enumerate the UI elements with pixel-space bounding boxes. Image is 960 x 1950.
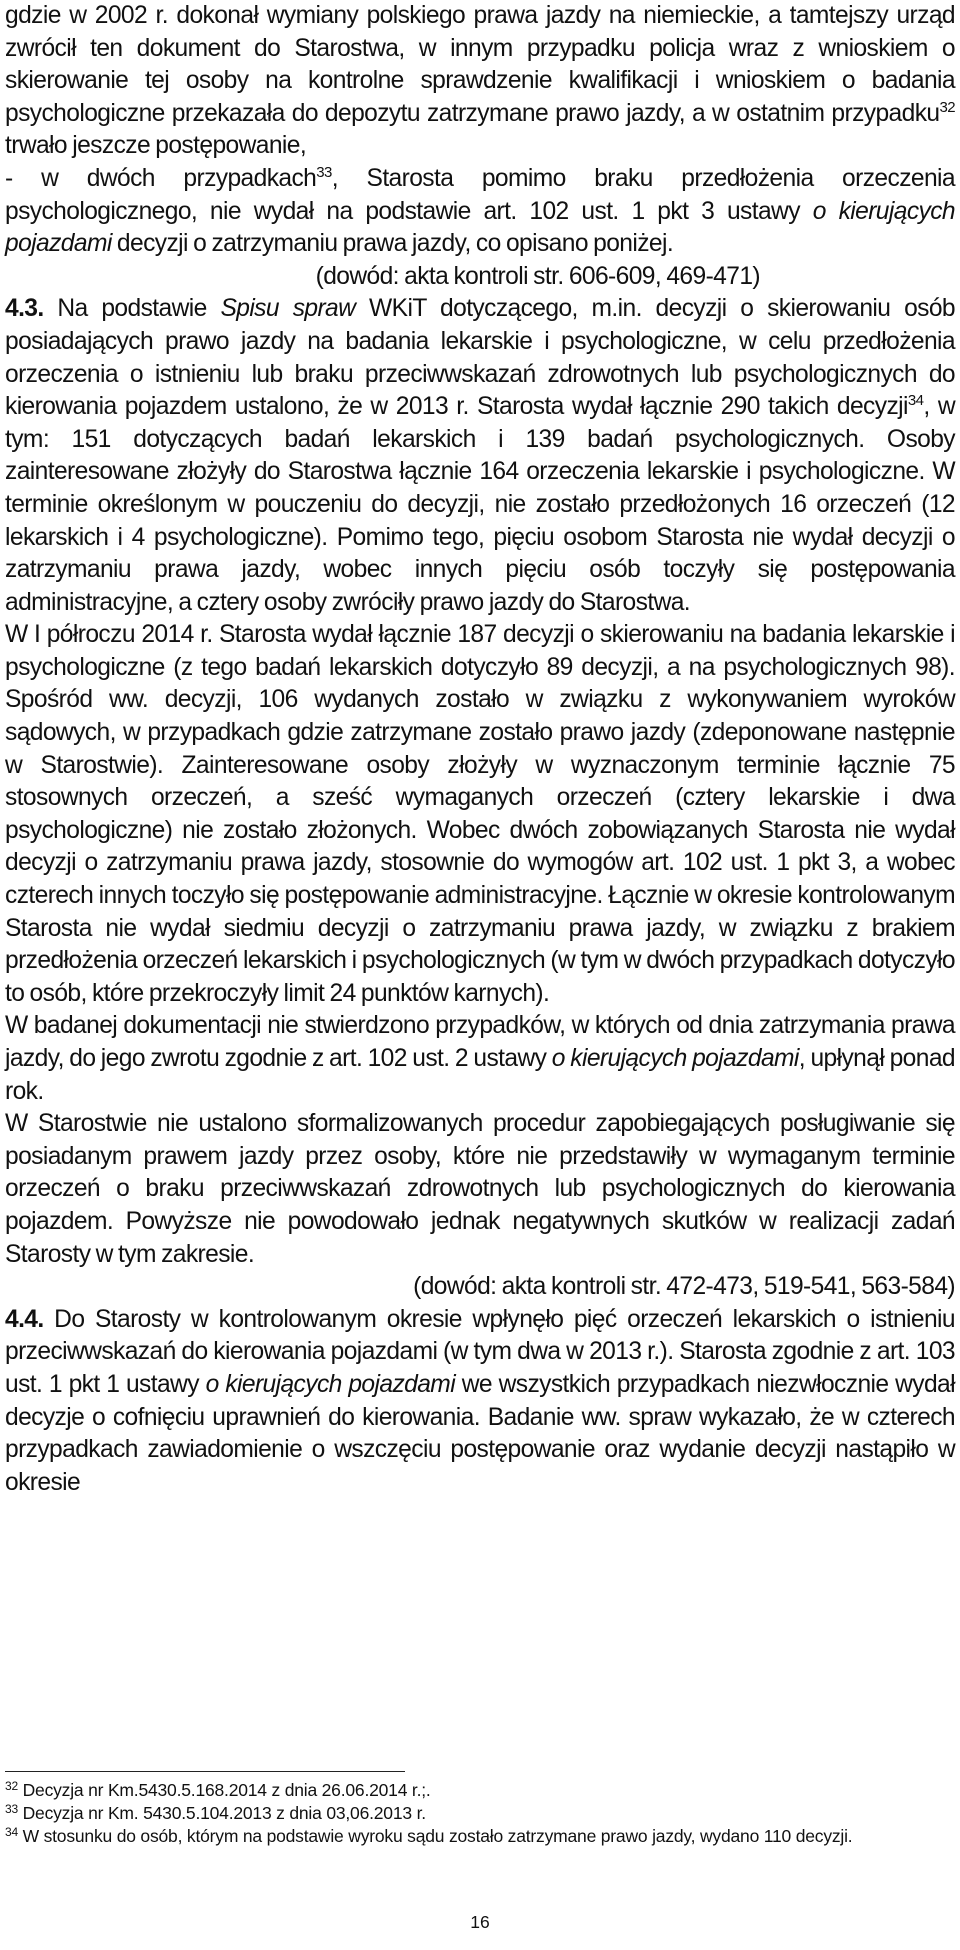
paragraph: [5, 1304, 955, 1500]
footnote: [5, 1802, 955, 1825]
footnote: [5, 1779, 955, 1802]
text-segment: , upłynął ponad rok.: [5, 1045, 955, 1105]
footnote-text: Decyzja nr Km.5430.5.168.2014 z dnia 26.06.2014 r.;.: [17, 1780, 431, 1800]
paragraph: [5, 619, 955, 1010]
body-text: [5, 0, 955, 1499]
text-segment: (dowód: akta kontroli str. 606-609, 469-471): [315, 262, 760, 290]
footnote-text: Decyzja nr Km. 5430.5.104.2013 z dnia 03,06.2013 r.: [17, 1802, 426, 1823]
footnote-ref: 32: [939, 98, 955, 116]
paragraph: [5, 1271, 955, 1304]
text-segment: (dowód: akta kontroli str. 472-473, 519-541, 563-584): [413, 1273, 955, 1301]
text-segment: Do Starosty w kontrolowanym okresie wpłynęło pięć orzeczeń lekarskich o istnieniu przeciwwskazań do kierowania pojazdami (w tym dwa w 2013 r.). Starosta zgodnie z art. 103 ust. 1 pkt 1 ustawy: [5, 1305, 955, 1398]
footnote-number: 33: [5, 1801, 18, 1816]
text-segment: gdzie w 2002 r. dokonał wymiany polskiego prawa jazdy na niemieckie, a tamtejszy urząd zwrócił ten dokument do Starostwa, w innym przypadku policja wraz z wnioskiem o skierowanie tej osoby na kontrolne sprawdzenie kwalifikacji i wnioskiem o badania psychologiczne przekazała do depozytu zatrzymane prawo jazdy, a w ostatnim przypadku: [5, 2, 955, 127]
text-segment: decyzji o zatrzymaniu prawa jazdy, co opisano poniżej.: [111, 230, 674, 258]
text-segment: W Starostwie nie ustalono sformalizowanych procedur zapobiegających posługiwanie się posiadanym prawem jazdy przez osoby, które nie przedstawiły w wymaganym terminie orzeczeń o braku przeciwwskazań zdrowotnych lub psychologicznych do kierowania pojazdem. Powyższe nie powodowało jednak negatywnych skutków w realizacji zadań Starosty w tym zakresie.: [5, 1110, 955, 1268]
text-segment: we wszystkich przypadkach niezwłocznie wydał decyzje o cofnięciu uprawnień do kierowania. Badanie ww. spraw wykazało, że w czterech przypadkach zawiadomienie o wszczęciu postępowanie oraz wydanie decyzji nastąpiło w okresie: [5, 1370, 955, 1496]
page-number: 16: [470, 1912, 490, 1932]
paragraph: [5, 293, 955, 619]
text-segment: Na podstawie: [43, 295, 221, 323]
paragraph: [5, 163, 955, 261]
footnote-ref: 34: [907, 392, 924, 410]
section-number: 4.3.: [5, 295, 44, 323]
italic-text: o kierujących pojazdami: [5, 197, 955, 258]
text-segment: W I półroczu 2014 r. Starosta wydał łącznie 187 decyzji o skierowaniu na badania lekarskie i psychologiczne (z tego badań lekarskich dotyczyło 89 decyzji, a na psychologicznych 98). Spośród ww. decyzji, 106 wydanych zostało w związku z wykonywaniem wyroków sądowych, w przypadkach gdzie zatrzymane zostało prawo jazdy (zdeponowane następnie w Starostwie). Zainteresowane osoby złożyły w wyznaczonym terminie łącznie 75 stosownych orzeczeń, a sześć wymaganych orzeczeń (cztery lekarskie i dwa psychologiczne) nie zostało złożonych. Wobec dwóch zobowiązanych Starosta nie wydał decyzji o zatrzymaniu prawa jazdy, stosownie do wymogów art. 102 ust. 1 pkt 3, a wobec czterech innych toczyło się postępowanie administracyjne. Łącznie w okresie kontrolowanym Starosta nie wydał siedmiu decyzji o zatrzymaniu prawa jazdy, w związku z brakiem przedłożenia orzeczeń lekarskich i psychologicznych (w tym w dwóch przypadkach dotyczyło to osób, które przekroczyły limit 24 punktów karnych).: [5, 621, 955, 1007]
paragraph: [5, 0, 955, 163]
text-segment: trwało jeszcze postępowanie,: [5, 132, 307, 160]
paragraph: [5, 261, 955, 294]
text-segment: , w tym: 151 dotyczących badań lekarskich i 139 badań psychologicznych. Osoby zainteresowane złożyły do Starostwa łącznie 164 orzeczenia lekarskie i psychologiczne. W terminie określonym w pouczeniu do decyzji, nie zostało przedłożonych 16 orzeczeń (12 lekarskich i 4 psychologiczne). Pomimo tego, pięciu osobom Starosta nie wydał decyzji o zatrzymaniu prawa jazdy, wobec innych pięciu osób toczyły się postępowania administracyjne, a cztery osoby zwróciły prawo jazdy do Starostwa.: [5, 393, 955, 616]
text-segment: W badanej dokumentacji nie stwierdzono przypadków, w których od dnia zatrzymania prawa jazdy, do jego zwrotu zgodnie z art. 102 ust. 2 ustawy: [5, 1012, 955, 1072]
footnote-number: 32: [5, 1779, 18, 1793]
italic-text: o kierujących pojazdami: [205, 1370, 456, 1398]
text-segment: WKiT dotyczącego, m.in. decyzji o skierowaniu osób posiadających prawo jazdy na badania lekarskie i psychologiczne, w celu przedłożenia orzeczenia o istnieniu lub braku przeciwwskazań zdrowotnych lub psychologicznych do kierowania pojazdem ustalono, że w 2013 r. Starosta wydał łącznie 290 takich decyzji: [5, 295, 956, 421]
section-number: 4.4.: [5, 1305, 44, 1333]
footnote-ref: 33: [316, 163, 332, 181]
footnote: [5, 1825, 955, 1848]
paragraph: [5, 1010, 955, 1108]
footnote-separator: [5, 1771, 405, 1772]
footnote-number: 34: [5, 1824, 18, 1839]
italic-text: o kierujących pojazdami: [551, 1045, 799, 1072]
text-segment: - w dwóch przypadkach: [5, 164, 317, 192]
footnote-text: W stosunku do osób, którym na podstawie wyroku sądu zostało zatrzymane prawo jazdy, wydano 110 decyzji.: [17, 1825, 853, 1846]
footnotes: [5, 1779, 955, 1847]
italic-text: Spisu spraw: [220, 295, 356, 323]
paragraph: [5, 1108, 955, 1271]
text-segment: , Starosta pomimo braku przedłożenia orzeczenia psychologicznego, nie wydał na podstawie art. 102 ust. 1 pkt 3 ustawy: [5, 164, 955, 225]
